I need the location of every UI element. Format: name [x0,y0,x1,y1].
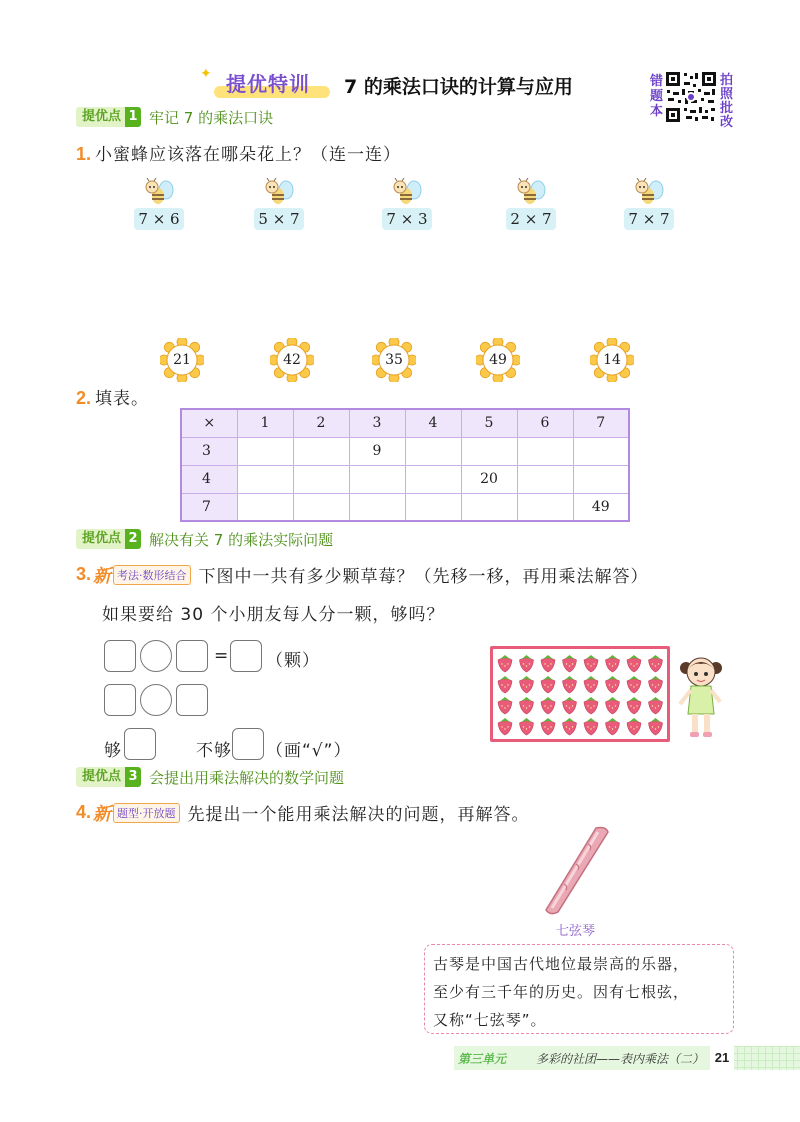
qr-label-left: 错题本 [650,74,664,119]
table-cell[interactable] [237,437,293,465]
strawberry-icon[interactable] [563,697,577,714]
answer-box[interactable] [176,640,208,672]
bee-icon [502,178,562,210]
bee-expression: 7 × 6 [134,208,184,230]
guqin-caption: 七弦琴 [556,924,596,939]
table-cell[interactable] [461,437,517,465]
table-header-cell: 4 [405,409,461,437]
header-badge-text: 提优特训 [226,72,310,96]
note-line: 又称“七弦琴”。 [433,1011,547,1029]
strawberry-icon[interactable] [541,655,555,672]
table-header-cell: 2 [293,409,349,437]
section-tag-1: 提优点 1 牢记 7 的乘法口诀 [76,106,273,128]
flower-1[interactable] [160,338,204,382]
table-cell[interactable] [461,493,517,521]
flower-value: 21 [173,352,191,368]
table-cell[interactable] [517,465,573,493]
strawberry-icon[interactable] [584,676,598,693]
table-cell[interactable] [349,493,405,521]
table-cell: 49 [573,493,629,521]
bee-icon [250,178,310,210]
table-cell[interactable] [237,465,293,493]
operator-circle[interactable] [140,640,172,672]
page-title: 7 的乘法口诀的计算与应用 [344,76,573,98]
flower-4[interactable] [476,338,520,382]
section-title-3: 会提出用乘法解决的数学问题 [149,768,345,787]
footer-unit: 第三单元 [458,1052,507,1066]
section-title-2: 解决有关 7 的乘法实际问题 [149,530,334,549]
operator-circle[interactable] [140,684,172,716]
flower-2[interactable] [270,338,314,382]
bee-2[interactable] [250,178,310,238]
answer-box[interactable] [104,684,136,716]
qr-code-icon[interactable] [664,70,718,124]
strawberry-icon[interactable] [649,718,663,735]
table-cell[interactable] [517,493,573,521]
question-3-sub: 如果要给 30 个小朋友每人分一颗，够吗？ [102,605,445,625]
guqin-note [424,944,734,1034]
strawberry-icon[interactable] [520,655,534,672]
strawberry-icon[interactable] [520,697,534,714]
not-enough-checkbox[interactable] [232,728,264,760]
bee-expression: 5 × 7 [254,208,304,230]
strawberry-icon[interactable] [520,676,534,693]
strawberry-icon[interactable] [498,655,512,672]
strawberry-icon[interactable] [584,718,598,735]
strawberry-icon[interactable] [584,655,598,672]
new-badge: 新 题型·开放题 [93,802,180,824]
strawberry-icon[interactable] [627,676,641,693]
strawberry-icon[interactable] [627,697,641,714]
qr-label-right: 拍照批改 [720,73,734,130]
table-cell: 9 [349,437,405,465]
table-row [181,465,629,493]
multiplication-table [180,408,630,522]
table-header-cell: 1 [237,409,293,437]
strawberry-icon[interactable] [649,697,663,714]
girl-illustration [678,652,724,744]
question-1: 1. 小蜜蜂应该落在哪朵花上？（连一连） [76,144,402,165]
table-header-cell: 7 [573,409,629,437]
section-tag-3: 提优点 3 会提出用乘法解决的数学问题 [76,766,344,788]
strawberry-icon[interactable] [649,655,663,672]
bee-expression: 7 × 7 [624,208,674,230]
strawberry-icon[interactable] [563,676,577,693]
table-cell: 20 [461,465,517,493]
section-tag-2: 提优点 2 解决有关 7 的乘法实际问题 [76,528,333,550]
table-header-cell: 3 [349,409,405,437]
bee-4[interactable] [502,178,562,238]
table-row-header: 3 [181,437,237,465]
enough-label: 够 [104,741,122,761]
table-header-cell: 6 [517,409,573,437]
enough-checkbox[interactable] [124,728,156,760]
strawberry-icon[interactable] [498,676,512,693]
sparkle-icon: ✦ [200,66,212,82]
table-cell[interactable] [293,437,349,465]
question-2: 2. 填表。 [76,388,150,409]
table-cell[interactable] [405,493,461,521]
strawberry-icon[interactable] [606,697,620,714]
strawberry-icon[interactable] [606,655,620,672]
table-cell[interactable] [405,465,461,493]
bee-icon [378,178,438,210]
table-cell[interactable] [573,437,629,465]
strawberry-icon[interactable] [541,697,555,714]
strawberry-icon[interactable] [541,676,555,693]
strawberry-icon[interactable] [627,655,641,672]
question-3: 3. 新 考法·数形结合 下图中一共有多少颗草莓？（先移一移，再用乘法解答） [76,564,649,587]
flower-value: 35 [385,352,403,368]
bee-1[interactable] [130,178,190,238]
table-cell[interactable] [573,465,629,493]
strawberry-icon[interactable] [498,697,512,714]
bee-5[interactable] [620,178,680,238]
strawberry-icon[interactable] [627,718,641,735]
page-number: 21 [710,1046,734,1070]
note-line: 至少有三千年的历史。因有七根弦， [433,983,690,1001]
question-4: 4. 新 题型·开放题 先提出一个能用乘法解决的问题，再解答。 [76,802,530,825]
flower-value: 42 [283,352,301,368]
table-row [181,493,629,521]
strawberry-icon[interactable] [541,718,555,735]
section-title-1: 牢记 7 的乘法口诀 [149,108,274,127]
strawberry-icon[interactable] [563,655,577,672]
strawberry-icon[interactable] [563,718,577,735]
flower-value: 14 [603,352,621,368]
equals-sign: = [214,646,230,666]
mark-hint: （画“√”） [266,741,352,761]
table-cell[interactable] [293,465,349,493]
bee-3[interactable] [378,178,438,238]
strawberry-grid [493,649,667,739]
answer-box[interactable] [176,684,208,716]
table-header-row [181,409,629,437]
strawberry-icon[interactable] [606,676,620,693]
table-row-header: 4 [181,465,237,493]
flower-3[interactable] [372,338,416,382]
table-header-cell: 5 [461,409,517,437]
unit-label: （颗） [266,651,320,671]
footer-grid [730,1046,800,1070]
not-enough-label: 不够 [196,741,232,761]
strawberry-icon[interactable] [649,676,663,693]
bee-expression: 7 × 3 [382,208,432,230]
table-row [181,437,629,465]
bee-icon [130,178,190,210]
table-cell[interactable] [517,437,573,465]
table-cell[interactable] [405,437,461,465]
strawberry-board [490,646,670,742]
strawberry-icon[interactable] [584,697,598,714]
guqin-illustration [536,824,616,918]
table-header-cell: × [181,409,237,437]
flower-5[interactable] [590,338,634,382]
footer-title: 多彩的社团——表内乘法（二） [536,1052,705,1066]
strawberry-icon[interactable] [498,718,512,735]
table-cell[interactable] [293,493,349,521]
strawberry-icon[interactable] [520,718,534,735]
answer-box[interactable] [104,640,136,672]
header-badge [200,66,330,98]
new-badge: 新 考法·数形结合 [93,564,191,586]
bee-expression: 2 × 7 [506,208,556,230]
table-cell[interactable] [237,493,293,521]
answer-box[interactable] [230,640,262,672]
flower-value: 49 [489,352,507,368]
note-line: 古琴是中国古代地位最崇高的乐器， [433,955,690,973]
table-cell[interactable] [349,465,405,493]
bee-icon [620,178,680,210]
strawberry-icon[interactable] [606,718,620,735]
table-row-header: 7 [181,493,237,521]
